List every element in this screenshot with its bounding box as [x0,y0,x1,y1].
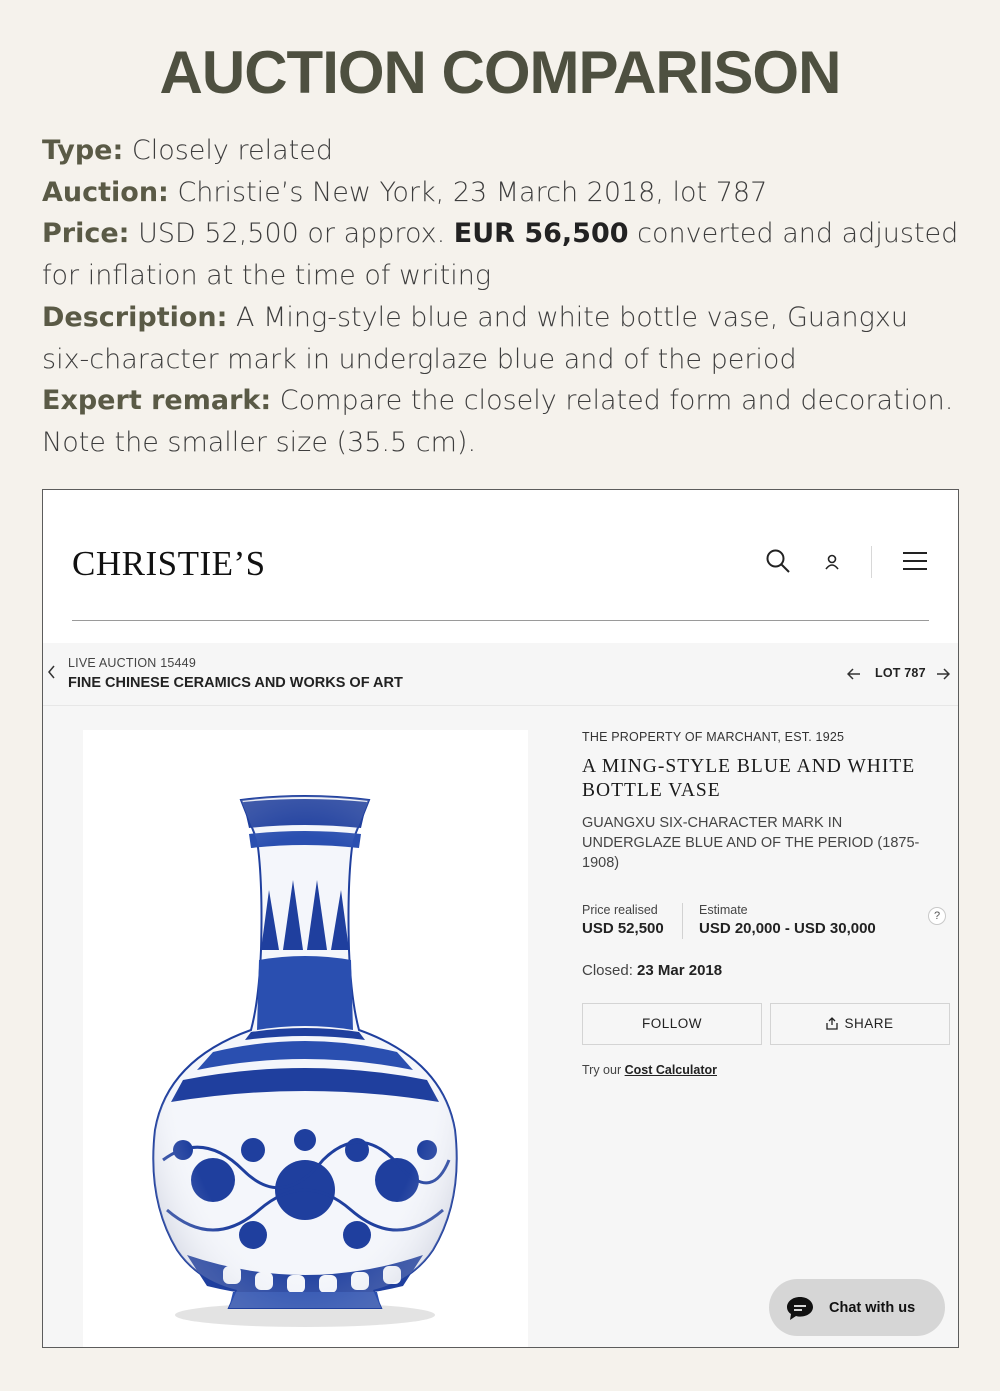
chat-label: Chat with us [829,1300,916,1316]
action-buttons [582,1003,942,1045]
lot-number: LOT 787 [875,666,926,680]
price-realised [582,903,664,937]
blue-white-vase-image [83,730,528,1347]
type-label: Type: [42,135,124,166]
lot-subtitle: GUANGXU SIX-CHARACTER MARK IN UNDERGLAZE BLUE AND OF THE PERIOD (1875-1908) [582,815,920,871]
price-converted: EUR 56,500 [453,218,629,250]
header-rule [72,620,929,621]
description-line [42,297,962,380]
remark-line [42,380,962,463]
previous-lot-arrow-icon[interactable] [847,668,861,680]
lot-provenance: THE PROPERTY OF MARCHANT, EST. 1925 [582,730,845,744]
lot-title: A MING-STYLE BLUE AND WHITE BOTTLE VASE [582,756,916,801]
cost-calculator-line [582,1063,942,1077]
share-label: SHARE [844,1016,894,1031]
follow-button[interactable]: FOLLOW [582,1003,762,1045]
lot-image[interactable] [83,730,528,1347]
type-line [42,130,962,172]
auction-title-link[interactable]: FINE CHINESE CERAMICS AND WORKS OF ART [68,675,403,691]
cost-calculator-link[interactable]: Cost Calculator [624,1063,717,1077]
header-divider [871,546,872,578]
price-realised-value: USD 52,500 [582,920,664,937]
account-icon[interactable] [824,554,840,570]
price-prefix: USD 52,500 or approx. [138,218,446,250]
calc-prefix: Try our [582,1063,622,1077]
auction-label: Auction: [42,176,169,208]
lot-details [582,730,942,1077]
auction-value: Christie’s New York, 23 March 2018, lot 787 [177,176,768,208]
share-button[interactable] [770,1003,950,1045]
description-label: Description: [42,301,228,333]
christies-logo[interactable]: CHRISTIE’S [72,544,266,583]
chat-button[interactable] [769,1279,945,1336]
price-divider [682,903,683,939]
estimate [699,903,876,937]
description-value: A Ming-style blue and white bottle vase, Guangxu six-character mark in underglaze blue and of the period [42,301,908,375]
closed-date [582,962,942,979]
page-heading: AUCTION COMPARISON [159,39,841,106]
search-icon[interactable] [765,548,791,574]
estimate-label: Estimate [699,903,748,917]
menu-icon[interactable] [903,551,927,571]
auction-number: LIVE AUCTION 15449 [68,656,196,670]
share-icon [826,1017,838,1030]
auction-subnav [43,643,958,706]
closed-label: Closed: [582,962,633,979]
remark-label: Expert remark: [42,385,272,417]
estimate-value: USD 20,000 - USD 30,000 [699,920,876,937]
remark-value: Compare the closely related form and decoration. Note the smaller size (35.5 cm). [42,385,954,458]
price-suffix: converted and adjusted for inflation at the time of writing [42,218,959,292]
back-chevron-icon[interactable] [47,665,57,679]
auction-line [42,172,962,214]
price-label: Price: [42,218,130,250]
help-icon[interactable]: ? [928,907,946,925]
lot-main [43,706,958,1347]
chat-bubble-icon [786,1295,814,1321]
price-line [42,213,962,296]
comparison-info [42,130,962,464]
type-value: Closely related [131,135,333,166]
closed-value: 23 Mar 2018 [637,962,723,979]
christies-screenshot [42,489,959,1348]
price-section [582,903,942,948]
next-lot-arrow-icon[interactable] [936,668,950,680]
price-realised-label: Price realised [582,903,658,917]
